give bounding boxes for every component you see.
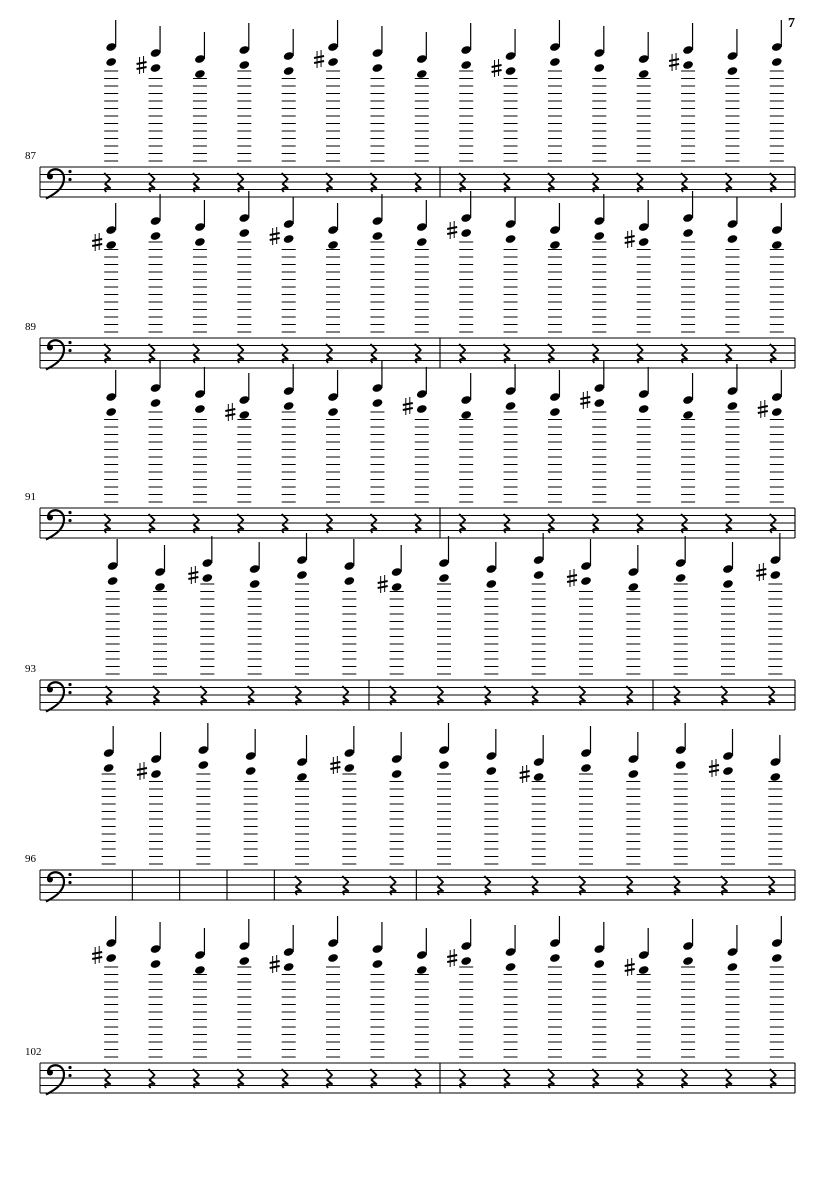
notehead xyxy=(194,404,206,414)
notehead xyxy=(682,228,694,238)
sharp-sign xyxy=(137,762,147,780)
notehead xyxy=(327,57,339,67)
notehead xyxy=(283,234,295,244)
notehead xyxy=(105,953,117,963)
sharp-sign xyxy=(92,946,102,964)
notehead xyxy=(107,576,119,586)
notehead xyxy=(771,57,783,67)
notehead xyxy=(769,570,781,580)
notehead xyxy=(771,240,783,250)
notehead xyxy=(638,404,650,414)
staff-system xyxy=(25,533,795,712)
sharp-sign xyxy=(709,759,719,777)
notehead xyxy=(416,965,428,975)
notehead xyxy=(593,231,605,241)
notehead xyxy=(533,772,545,782)
sharp-sign xyxy=(270,227,280,245)
notehead xyxy=(460,410,472,420)
sharp-sign xyxy=(520,765,530,783)
notehead xyxy=(549,57,561,67)
notehead xyxy=(238,60,250,70)
notehead xyxy=(416,404,428,414)
notehead xyxy=(372,959,384,969)
notehead xyxy=(150,398,162,408)
measure-number: 102 xyxy=(25,1046,42,1058)
notehead xyxy=(372,63,384,73)
staff-system xyxy=(25,723,795,902)
measure-number: 93 xyxy=(25,663,36,675)
sharp-sign xyxy=(758,400,768,418)
notehead xyxy=(675,573,687,583)
notehead xyxy=(505,66,517,76)
measure-number: 96 xyxy=(25,853,36,865)
notehead xyxy=(238,956,250,966)
notehead xyxy=(771,407,783,417)
notehead xyxy=(771,953,783,963)
notehead xyxy=(638,965,650,975)
notehead xyxy=(249,579,261,589)
sharp-sign xyxy=(403,397,413,415)
notehead xyxy=(727,66,739,76)
notehead xyxy=(197,760,209,770)
sharp-sign xyxy=(567,569,577,587)
sharp-sign xyxy=(330,756,340,774)
notehead xyxy=(593,398,605,408)
sharp-sign xyxy=(314,50,324,68)
notehead xyxy=(682,956,694,966)
notehead xyxy=(460,956,472,966)
notehead xyxy=(296,772,308,782)
sharp-sign xyxy=(447,949,457,967)
notehead xyxy=(283,401,295,411)
measure-number: 91 xyxy=(25,491,36,503)
sharp-sign xyxy=(669,53,679,71)
sharp-sign xyxy=(137,56,147,74)
page-number: 7 xyxy=(788,16,795,31)
notehead xyxy=(505,401,517,411)
notehead xyxy=(460,60,472,70)
notehead xyxy=(105,57,117,67)
notehead xyxy=(327,953,339,963)
notehead xyxy=(283,66,295,76)
notehead xyxy=(727,234,739,244)
notehead xyxy=(416,69,428,79)
notehead xyxy=(533,570,545,580)
notehead xyxy=(343,763,355,773)
sharp-sign xyxy=(756,563,766,581)
notehead xyxy=(505,234,517,244)
notehead xyxy=(549,953,561,963)
measure-number: 89 xyxy=(25,321,36,333)
staff-system xyxy=(25,361,795,540)
notehead xyxy=(722,766,734,776)
notehead xyxy=(593,959,605,969)
notehead xyxy=(438,760,450,770)
sharp-sign xyxy=(580,391,590,409)
notehead xyxy=(327,407,339,417)
notehead xyxy=(372,398,384,408)
notehead xyxy=(627,582,639,592)
notehead xyxy=(245,766,257,776)
notehead xyxy=(201,573,213,583)
notehead xyxy=(722,579,734,589)
sharp-sign xyxy=(625,230,635,248)
notehead xyxy=(593,63,605,73)
notehead xyxy=(105,407,117,417)
bass-clef-icon xyxy=(46,340,72,369)
notehead xyxy=(105,240,117,250)
notehead xyxy=(238,410,250,420)
staff-system xyxy=(25,20,795,199)
staff-system xyxy=(25,191,795,370)
notehead xyxy=(460,228,472,238)
notehead xyxy=(372,231,384,241)
notehead xyxy=(682,410,694,420)
sharp-sign xyxy=(92,233,102,251)
notehead xyxy=(194,965,206,975)
sharp-sign xyxy=(225,403,235,421)
notehead xyxy=(391,769,403,779)
notehead xyxy=(485,579,497,589)
staff-system xyxy=(25,916,795,1095)
notehead xyxy=(283,962,295,972)
notehead xyxy=(438,573,450,583)
notehead xyxy=(485,766,497,776)
notehead xyxy=(150,63,162,73)
sharp-sign xyxy=(625,958,635,976)
sharp-sign xyxy=(188,566,198,584)
notehead xyxy=(238,228,250,238)
notehead xyxy=(194,69,206,79)
notehead xyxy=(638,69,650,79)
notehead xyxy=(505,962,517,972)
notehead xyxy=(580,576,592,586)
notehead xyxy=(769,772,781,782)
notehead xyxy=(103,763,115,773)
notehead xyxy=(580,763,592,773)
sharp-sign xyxy=(270,955,280,973)
notehead xyxy=(675,760,687,770)
notehead xyxy=(150,959,162,969)
measure-number: 87 xyxy=(25,150,36,162)
notehead xyxy=(727,962,739,972)
notehead xyxy=(343,576,355,586)
notehead xyxy=(638,237,650,247)
sharp-sign xyxy=(492,59,502,77)
notehead xyxy=(150,231,162,241)
notehead xyxy=(154,582,166,592)
notehead xyxy=(627,769,639,779)
bass-clef-icon xyxy=(46,1065,72,1094)
notehead xyxy=(727,401,739,411)
notehead xyxy=(549,407,561,417)
notehead xyxy=(682,60,694,70)
bass-clef-icon xyxy=(46,872,72,901)
sharp-sign xyxy=(447,221,457,239)
sharp-sign xyxy=(378,575,388,593)
bass-clef-icon xyxy=(46,510,72,539)
notehead xyxy=(296,570,308,580)
notehead xyxy=(194,237,206,247)
bass-clef-icon xyxy=(46,169,72,198)
notehead xyxy=(549,240,561,250)
notehead xyxy=(327,240,339,250)
bass-clef-icon xyxy=(46,682,72,711)
notehead xyxy=(150,769,162,779)
notehead xyxy=(416,237,428,247)
notehead xyxy=(391,582,403,592)
